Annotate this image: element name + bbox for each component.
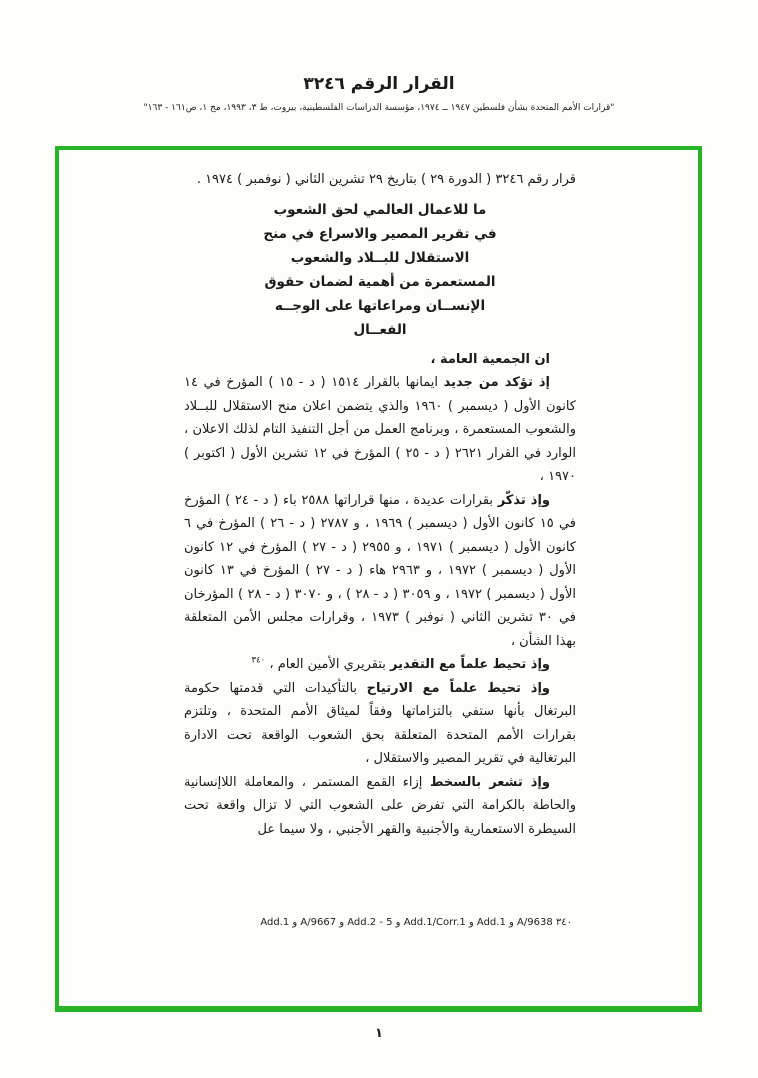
- preamble-paragraph: [184, 371, 576, 489]
- resolution-number-heading: القرار الرقم ٣٢٤٦: [303, 74, 455, 94]
- title-line: المستعمرة من أهمية لضمان حقوق: [264, 273, 496, 290]
- paragraph-text: بالتأكيدات التي قدمتها حكومة البرتغال بأنها ستفي بالتزاماتها وفقاً لميثاق الأمم المتحدة ، وتلتزم بقرارات الأمم المتحدة المتعلقة بحق الشعوب الواقعة تحت الادارة البرتغالية في تقرير المصير والاستقلال ،: [184, 680, 576, 766]
- resolution-body: [59, 150, 698, 898]
- source-citation: "قرارات الأمم المتحدة بشأن فلسطين ١٩٤٧ ــ ١٩٧٤، مؤسسة الدراسات الفلسطينية، بيروت، ط ٣، ١٩٩٣، مج ١، ص١٦١ - ١٦٣": [143, 103, 615, 113]
- paragraph-text: بقرارات عديدة ، منها قراراتها ٢٥٨٨ باء ( د - ٢٤ ) المؤرخ في ١٥ كانون الأول ( ديسمبر ) ١٩٦٩ ، و ٢٧٨٧ ( د - ٢٦ ) المؤرخ في ٦ كانون الأول ( ديسمبر ) ١٩٧١ ، و ٢٩٥٥ ( د - ٢٧ ) المؤرخ في ١٢ كانون الأول ( ديسمبر ) ١٩٧٢ ، و ٢٩٦٣ هاء ( د - ٢٧ ) المؤرخ في ١٣ كانون الأول ( ديسمبر ) ١٩٧٢ ، و ٣٠٥٩ ( د - ٢٨ ) ، و ٣٠٧٠ ( د - ٢٨ ) المؤرخان في ٣٠ تشرين الثاني ( نوفبر ) ١٩٧٣ ، وقرارات مجلس الأمن المتعلقة بهذا الشأن ،: [184, 492, 576, 649]
- preamble-paragraph: [184, 489, 576, 654]
- paragraph-lead: وإذ تحيط علماً مع التقدير: [390, 657, 550, 672]
- resolution-intro: قرار رقم ٣٢٤٦ ( الدورة ٢٩ ) بتاريخ ٢٩ تشرين الثاني ( نوفمبر ) ١٩٧٤ .: [196, 172, 576, 187]
- footnote-line: ٣٤٠ A/9638 و Add.1 و Add.1/Corr.1 و Add.2 - 5 و A/9667 و Add.1: [260, 917, 572, 928]
- paragraph-lead: إذ تؤكد من جديد: [443, 375, 550, 390]
- preamble-paragraph: [184, 677, 576, 771]
- footnote-reference: ٣٤٠: [251, 655, 266, 666]
- page-header: [0, 74, 758, 113]
- resolution-title: [194, 198, 566, 342]
- page-number: ١: [375, 1026, 383, 1041]
- resolution-frame: [55, 146, 702, 1012]
- title-line: الفعــال: [353, 321, 407, 338]
- paragraph-text: إزاء القمع المستمر ، والمعاملة اللاإنسانية والحاطة بالكرامة التي تفرض على الشعوب التي لا تزال واقعة تحت السيطرة الاستعمارية والأجنبية والقهر الأجنبي ، ولا سيما عل: [184, 774, 576, 837]
- paragraph-text: بتقريري الأمين العام ،: [269, 657, 386, 672]
- title-line: ما للاعمال العالمي لحق الشعوب: [273, 201, 487, 218]
- assembly-opening-line: ان الجمعية العامة ،: [430, 351, 550, 367]
- paragraph-lead: وإذ تشعر بالسخط: [430, 774, 550, 790]
- preamble-paragraph: [184, 653, 576, 677]
- preamble-paragraph: [184, 771, 576, 842]
- paragraph-text: ايمانها بالقرار ١٥١٤ ( د - ١٥ ) المؤرخ في ١٤ كانون الأول ( ديسمبر ) ١٩٦٠ والذي يتضمن اعلان منح الاستقلال للبــلاد والشعوب المستعمرة ، وبرنامج العمل من أجل التنفيذ التام لذلك الاعلان ، الوارد في القرار ٢٦٢١ ( د - ٢٥ ) المؤرخ في ١٢ تشرين الأول ( اكتوبر ) ١٩٧٠ ،: [184, 375, 576, 484]
- title-line: الإنســان ومراعاتها على الوجــه: [274, 297, 486, 314]
- title-line: في تقرير المصير والاسراع في منح: [263, 225, 497, 242]
- paragraph-lead: وإذ تذكّر: [497, 492, 550, 508]
- title-line: الاستقلال للبــلاد والشعوب: [290, 249, 470, 266]
- paragraph-lead: وإذ تحيط علماً مع الارتياح: [366, 680, 551, 696]
